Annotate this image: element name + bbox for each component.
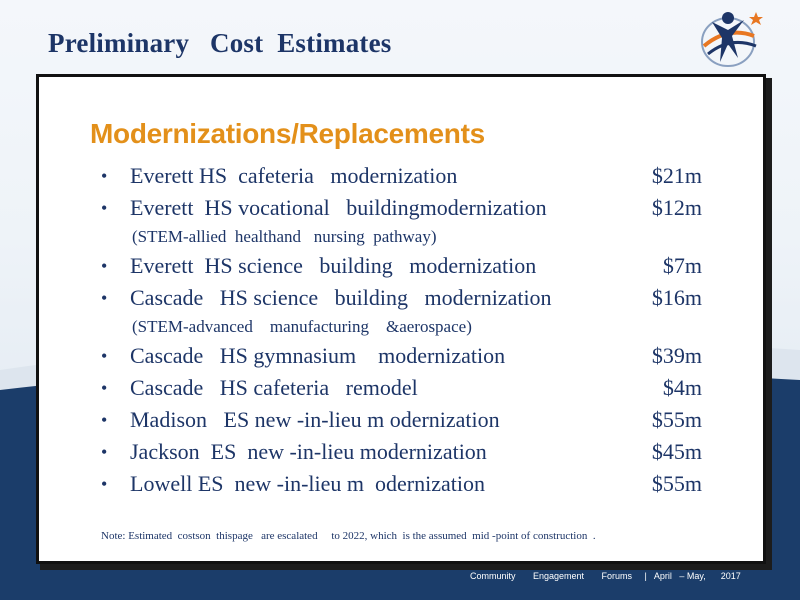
- item-label: Everett HS science building modernization: [130, 253, 537, 278]
- item-label: Everett HS vocational buildingmodernization: [130, 195, 547, 220]
- slide-title: Preliminary Cost Estimates: [48, 28, 392, 58]
- item-amount: $55m: [651, 471, 702, 496]
- item-note: (STEM-advanced manufacturing &aerospace): [132, 317, 472, 336]
- item-label: Madison ES new -in-lieu m odernization: [130, 407, 500, 432]
- item-amount: $4m: [662, 375, 702, 400]
- list-item: [0, 405, 800, 435]
- bullet: •: [101, 442, 108, 462]
- bullet: •: [101, 288, 108, 308]
- list-item: [0, 251, 800, 281]
- item-amount: $55m: [651, 407, 702, 432]
- item-amount: $45m: [651, 439, 702, 464]
- bullet: •: [101, 410, 108, 430]
- item-label: Jackson ES new -in-lieu modernization: [130, 439, 487, 464]
- item-label: Cascade HS gymnasium modernization: [130, 343, 506, 368]
- bullet: •: [101, 346, 108, 366]
- list-item: [0, 283, 800, 313]
- list-item: [0, 373, 800, 403]
- item-note: (STEM-allied healthand nursing pathway): [132, 227, 437, 246]
- item-label: Lowell ES new -in-lieu m odernization: [130, 471, 485, 496]
- list-item: [0, 193, 800, 223]
- item-amount: $16m: [651, 285, 702, 310]
- list-item: [0, 437, 800, 467]
- section-heading: Modernizations/Replacements: [90, 118, 485, 149]
- item-amount: $7m: [662, 253, 702, 278]
- list-item: [0, 469, 800, 499]
- item-amount: $39m: [651, 343, 702, 368]
- item-label: Everett HS cafeteria modernization: [130, 163, 458, 188]
- item-amount: $12m: [651, 195, 702, 220]
- bullet: •: [101, 474, 108, 494]
- list-item: [0, 161, 800, 191]
- bullet: •: [101, 256, 108, 276]
- bullet: •: [101, 198, 108, 218]
- item-amount: $21m: [651, 163, 702, 188]
- person-star-globe-icon: [698, 6, 764, 70]
- bullet: •: [101, 378, 108, 398]
- item-label: Cascade HS science building modernization: [130, 285, 552, 310]
- list-item: [0, 341, 800, 371]
- item-label: Cascade HS cafeteria remodel: [130, 375, 418, 400]
- footer-text: Community Engagement Forums | April – May, 2017: [470, 571, 741, 581]
- footnote: Note: Estimated costson thispage are escalated to 2022, which is the assumed mid -point of construction .: [101, 530, 596, 542]
- bullet: •: [101, 166, 108, 186]
